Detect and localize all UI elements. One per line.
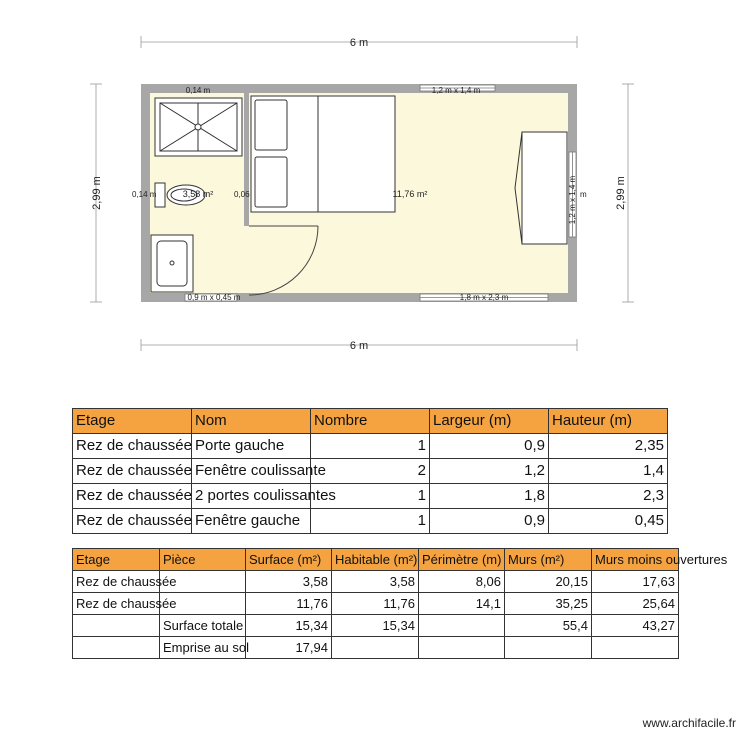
cell-murs-moins: 17,63 bbox=[592, 571, 679, 593]
bed-icon bbox=[251, 96, 395, 212]
window-top-label: 1,2 m x 1,4 m bbox=[431, 86, 481, 95]
cell-etage: Rez de chaussée bbox=[73, 509, 192, 534]
col-header: Etage bbox=[73, 549, 160, 571]
cell-hauteur: 2,3 bbox=[549, 484, 668, 509]
cell-etage: Rez de chaussée bbox=[73, 593, 160, 615]
col-header: Largeur (m) bbox=[430, 409, 549, 434]
cell-piece: Surface totale bbox=[160, 615, 246, 637]
cell-habitable bbox=[332, 637, 419, 659]
footer-brand: www.archifacile.fr bbox=[642, 716, 736, 730]
cell-etage: Rez de chaussée bbox=[73, 484, 192, 509]
cell-murs-moins: 43,27 bbox=[592, 615, 679, 637]
col-header: Périmètre (m) bbox=[419, 549, 505, 571]
room-large-area: 11,76 m² bbox=[392, 189, 428, 199]
col-header: Nombre bbox=[311, 409, 430, 434]
cell-murs: 55,4 bbox=[505, 615, 592, 637]
cell-habitable: 15,34 bbox=[332, 615, 419, 637]
cell-hauteur: 2,35 bbox=[549, 434, 668, 459]
openings-table bbox=[72, 408, 668, 534]
cell-etage bbox=[73, 637, 160, 659]
col-header: Habitable (m²) bbox=[332, 549, 419, 571]
window-right-label: 1,2 m x 1,4 m bbox=[568, 175, 577, 225]
shower-icon bbox=[155, 98, 242, 156]
wall-left-label: 0,14 m bbox=[132, 190, 157, 199]
col-header: Surface (m²) bbox=[246, 549, 332, 571]
wall-top-label: 0,14 m bbox=[185, 86, 211, 95]
cell-hauteur: 0,45 bbox=[549, 509, 668, 534]
room-small-area: 3,58 m² bbox=[182, 189, 214, 199]
cell-murs bbox=[505, 637, 592, 659]
dim-bottom-label: 6 m bbox=[349, 340, 369, 352]
col-header: Pièce bbox=[160, 549, 246, 571]
sink-icon bbox=[151, 235, 193, 292]
table-row bbox=[73, 637, 679, 659]
cell-piece: Emprise au sol bbox=[160, 637, 246, 659]
cell-perimetre bbox=[419, 615, 505, 637]
table-row bbox=[73, 484, 668, 509]
cell-etage bbox=[73, 615, 160, 637]
cell-surface: 11,76 bbox=[246, 593, 332, 615]
cell-etage: Rez de chaussée bbox=[73, 434, 192, 459]
cell-nombre: 2 bbox=[311, 459, 430, 484]
cell-murs: 35,25 bbox=[505, 593, 592, 615]
door-bottom-label: 1,8 m x 2,3 m bbox=[459, 293, 509, 302]
cell-nombre: 1 bbox=[311, 509, 430, 534]
desk-icon bbox=[515, 132, 567, 244]
table-row bbox=[73, 509, 668, 534]
cell-etage: Rez de chaussée bbox=[73, 459, 192, 484]
cell-perimetre bbox=[419, 637, 505, 659]
table-row bbox=[73, 593, 679, 615]
cell-nom: 2 portes coulissantes bbox=[192, 484, 311, 509]
cell-nom: Fenêtre coulissante bbox=[192, 459, 311, 484]
cell-largeur: 0,9 bbox=[430, 509, 549, 534]
right-m-label: m bbox=[580, 190, 587, 199]
col-header: Etage bbox=[73, 409, 192, 434]
cell-largeur: 1,2 bbox=[430, 459, 549, 484]
window-bottom-left-label: 0,9 m x 0,45 m bbox=[187, 293, 241, 302]
cell-largeur: 0,9 bbox=[430, 434, 549, 459]
dim-top-label: 6 m bbox=[349, 37, 369, 49]
cell-hauteur: 1,4 bbox=[549, 459, 668, 484]
cell-nom: Porte gauche bbox=[192, 434, 311, 459]
dim-right-label: 2,99 m bbox=[615, 176, 627, 210]
cell-nombre: 1 bbox=[311, 434, 430, 459]
cell-largeur: 1,8 bbox=[430, 484, 549, 509]
cell-nom: Fenêtre gauche bbox=[192, 509, 311, 534]
dim-left-label: 2,99 m bbox=[91, 176, 103, 210]
table-row bbox=[73, 459, 668, 484]
cell-murs-moins bbox=[592, 637, 679, 659]
cell-perimetre: 8,06 bbox=[419, 571, 505, 593]
cell-surface: 17,94 bbox=[246, 637, 332, 659]
col-header: Hauteur (m) bbox=[549, 409, 668, 434]
partition-door-gap bbox=[244, 226, 249, 293]
cell-habitable: 11,76 bbox=[332, 593, 419, 615]
col-header: Murs moins ouvertures bbox=[592, 549, 679, 571]
table-row bbox=[73, 615, 679, 637]
col-header: Murs (m²) bbox=[505, 549, 592, 571]
cell-perimetre: 14,1 bbox=[419, 593, 505, 615]
cell-etage: Rez de chaussée bbox=[73, 571, 160, 593]
cell-habitable: 3,58 bbox=[332, 571, 419, 593]
rooms-table bbox=[72, 548, 728, 659]
cell-murs-moins: 25,64 bbox=[592, 593, 679, 615]
table-row bbox=[73, 434, 668, 459]
cell-nombre: 1 bbox=[311, 484, 430, 509]
table-row bbox=[73, 571, 679, 593]
cell-surface: 15,34 bbox=[246, 615, 332, 637]
cell-murs: 20,15 bbox=[505, 571, 592, 593]
cell-surface: 3,58 bbox=[246, 571, 332, 593]
col-header: Nom bbox=[192, 409, 311, 434]
wall-mid-label: 0,06 bbox=[234, 190, 250, 199]
